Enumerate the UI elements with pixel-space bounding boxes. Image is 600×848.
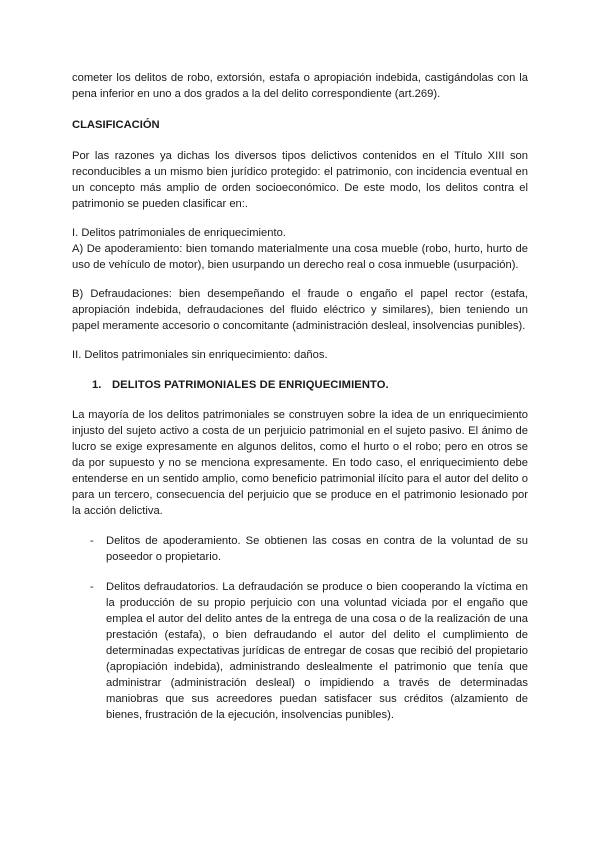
intro-paragraph: cometer los delitos de robo, extorsión, estafa o apropiación indebida, castigándolas con la pena inferior en uno a dos grados a la del delito correspondiente (art.269). — [72, 72, 528, 100]
section-1-title: DELITOS PATRIMONIALES DE ENRIQUECIMIENTO. — [112, 379, 389, 391]
dash-marker: - — [90, 535, 94, 547]
item-b-defraudaciones: B) Defraudaciones: bien desempeñando el fraude o engaño el papel rector (estafa, apropiación indebida, defraudaciones del fluido eléctrico y similares), bien teniendo un papel meramente accesorio o concomitante (administración desleal, insolvencias punibles). — [72, 288, 528, 332]
section-1-number: 1. — [92, 379, 102, 391]
section-1-heading — [72, 377, 528, 393]
item-ii-danos: II. Delitos patrimoniales sin enriquecimiento: daños. — [72, 349, 328, 361]
bullet-apoderamiento — [72, 533, 528, 565]
section-1-paragraph: La mayoría de los delitos patrimoniales se construyen sobre la idea de un enriquecimiento injusto del sujeto activo a costa de un perjuicio patrimonial en el sujeto pasivo. El ánimo de lucro se exige expresamente en algunos delitos, como el hurto o el robo; pero en otros se da por supuesto y no se menciona expresamente. En todo caso, el enriquecimiento debe entenderse en un sentido amplio, como beneficio patrimonial ilícito para el autor del delito o para un tercero, consecuencia del perjuicio que se produce en el patrimonio lesionado por la acción delictiva. — [72, 409, 528, 517]
text-column — [72, 70, 528, 723]
bullet-text: Delitos defraudatorios. La defraudación se produce o bien cooperando la víctima en la producción de su propio perjuicio con una voluntad viciada por el engaño que emplea el autor del delito antes de la entrega de una cosa o de la realización de una prestación (estafa), o bien defraudando el autor del delito el cumplimiento de determinadas expectativas jurídicas de entregar de cosas que recibió del propietario (apropiación indebida), administrando deslealmente el patrimonio que tenía que administrar (administración desleal) o impidiendo a través de determinadas maniobras que sus acreedores puedan satisfacer sus créditos (alzamiento de bienes, frustración de la ejecución, insolvencias punibles). — [106, 581, 528, 721]
classification-paragraph: Por las razones ya dichas los diversos tipos delictivos contenidos en el Título XIII son reconducibles a un mismo bien jurídico protegido: el patrimonio, con incidencia eventual en un concepto más amplio de orden socioeconómico. De este modo, los delitos contra el patrimonio se pueden clasificar en:. — [72, 150, 528, 210]
item-a-apoderamiento: A) De apoderamiento: bien tomando materialmente una cosa mueble (robo, hurto, hurto de uso de vehículo de motor), bien usurpando un derecho real o cosa inmueble (usurpación). — [72, 243, 528, 271]
dash-marker: - — [90, 581, 94, 593]
item-i-title: I. Delitos patrimoniales de enriquecimiento. — [72, 227, 286, 239]
classification-heading: CLASIFICACIÓN — [72, 119, 160, 131]
bullet-text: Delitos de apoderamiento. Se obtienen las cosas en contra de la voluntad de su poseedor o propietario. — [106, 535, 528, 563]
bullet-defraudatorios — [72, 579, 528, 723]
